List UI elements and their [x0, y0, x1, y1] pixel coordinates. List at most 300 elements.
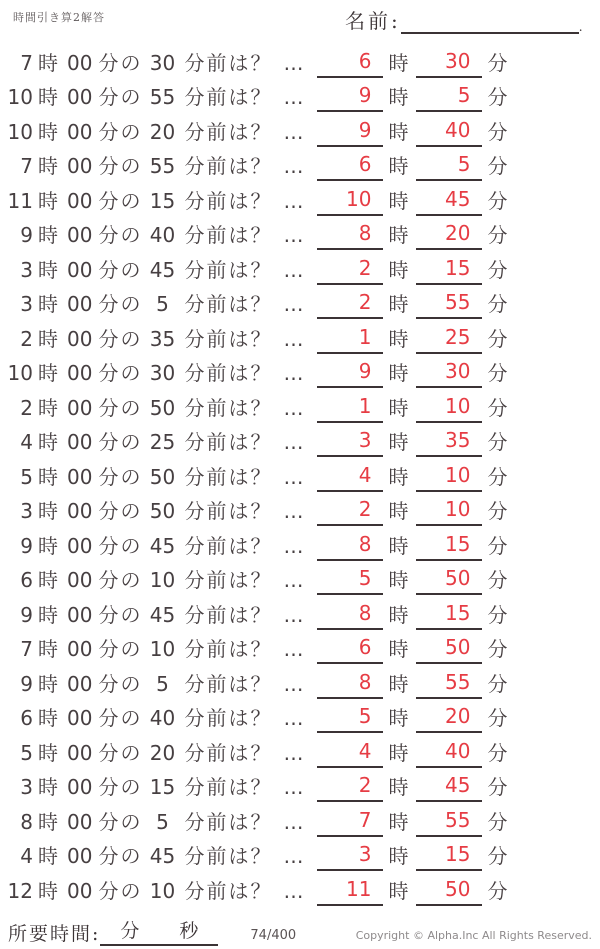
- answer-hour-blank: 4: [317, 464, 383, 492]
- minutes-of-label: 分の: [98, 499, 143, 523]
- question-minutes-zero: 00: [67, 878, 93, 903]
- minute-unit-label: 分: [487, 119, 508, 144]
- question-hour: 2: [20, 395, 33, 420]
- question-subtract-minutes: 45: [149, 844, 176, 868]
- hour-unit-label: 時: [38, 809, 58, 834]
- hour-unit-label: 時: [388, 50, 409, 75]
- answer-hour-blank: 5: [317, 567, 383, 595]
- answer-minutes-blank: 40: [416, 119, 482, 147]
- problem-row: [0, 388, 600, 423]
- answer-hour-blank: 10: [317, 188, 383, 216]
- hour-unit-label: 時: [388, 568, 409, 592]
- ellipsis: …: [283, 223, 304, 247]
- minutes-before-question-label: 分前は？: [184, 706, 273, 730]
- minutes-of-label: 分の: [98, 85, 143, 109]
- problem-row: [0, 319, 600, 354]
- ellipsis: …: [283, 499, 304, 523]
- question-hour: 8: [20, 809, 33, 834]
- answer-minutes-blank: 55: [416, 809, 482, 837]
- problem-row: [0, 43, 600, 78]
- minutes-before-question-label: 分前は？: [184, 119, 273, 144]
- answer-minutes-blank: 30: [416, 50, 482, 78]
- hour-unit-label: 時: [388, 809, 409, 834]
- question-subtract-minutes: 15: [149, 775, 176, 799]
- answer-hour-blank: 3: [317, 429, 383, 457]
- minute-unit-label: 分: [487, 464, 508, 489]
- question-subtract-minutes: 35: [149, 326, 176, 351]
- problem-row: [0, 630, 600, 665]
- hour-unit-label: 時: [388, 499, 409, 523]
- problem-row: [0, 733, 600, 768]
- minute-unit-label: 分: [487, 533, 508, 558]
- minute-unit-label: 分: [487, 154, 508, 178]
- minutes-of-label: 分の: [98, 326, 143, 351]
- hour-unit-label: 時: [388, 361, 409, 385]
- minute-unit-label: 分: [487, 706, 508, 730]
- ellipsis: …: [283, 844, 304, 868]
- minute-unit-label: 分: [487, 602, 508, 627]
- problem-row: [0, 78, 600, 113]
- answer-minutes-blank: 45: [416, 188, 482, 216]
- minutes-before-question-label: 分前は？: [184, 533, 273, 558]
- hour-unit-label: 時: [38, 775, 58, 799]
- minutes-of-label: 分の: [98, 50, 143, 75]
- problem-row: [0, 147, 600, 182]
- question-minutes-zero: 00: [67, 154, 93, 178]
- problem-row: [0, 699, 600, 734]
- question-minutes-zero: 00: [67, 637, 93, 661]
- answer-minutes-blank: 15: [416, 257, 482, 285]
- minutes-before-question-label: 分前は？: [184, 257, 273, 282]
- hour-unit-label: 時: [38, 602, 58, 627]
- hour-unit-label: 時: [38, 257, 58, 282]
- hour-unit-label: 時: [388, 430, 409, 454]
- problem-row: [0, 871, 600, 906]
- hour-unit-label: 時: [388, 706, 409, 730]
- minutes-unit-label: 分: [120, 920, 140, 942]
- question-minutes-zero: 00: [67, 568, 93, 592]
- ellipsis: …: [283, 568, 304, 592]
- minutes-before-question-label: 分前は？: [184, 464, 273, 489]
- minutes-of-label: 分の: [98, 568, 143, 592]
- answer-hour-blank: 8: [317, 602, 383, 630]
- minutes-of-label: 分の: [98, 119, 143, 144]
- minutes-of-label: 分の: [98, 602, 143, 627]
- minute-unit-label: 分: [487, 85, 508, 109]
- question-minutes-zero: 00: [67, 223, 93, 247]
- hour-unit-label: 時: [38, 154, 58, 178]
- question-hour: 10: [7, 361, 33, 385]
- question-hour: 10: [7, 85, 33, 109]
- question-hour: 9: [20, 223, 33, 247]
- question-subtract-minutes: 15: [149, 188, 176, 213]
- answer-hour-blank: 8: [317, 222, 383, 250]
- answer-minutes-blank: 35: [416, 429, 482, 457]
- question-hour: 9: [20, 671, 33, 696]
- elapsed-time-blank-line: [100, 916, 218, 946]
- minutes-of-label: 分の: [98, 706, 143, 730]
- minutes-of-label: 分の: [98, 257, 143, 282]
- answer-hour-blank: 1: [317, 395, 383, 423]
- minute-unit-label: 分: [487, 50, 508, 75]
- ellipsis: …: [283, 257, 304, 282]
- problem-row: [0, 595, 600, 630]
- answer-hour-blank: 3: [317, 843, 383, 871]
- answer-hour-blank: 7: [317, 809, 383, 837]
- answer-hour-blank: 5: [317, 705, 383, 733]
- seconds-unit-label: 秒: [179, 920, 199, 942]
- answer-hour-blank: 8: [317, 533, 383, 561]
- minutes-of-label: 分の: [98, 844, 143, 868]
- problem-row: [0, 250, 600, 285]
- question-minutes-zero: 00: [67, 85, 93, 109]
- hour-unit-label: 時: [38, 119, 58, 144]
- minutes-of-label: 分の: [98, 809, 143, 834]
- question-hour: 3: [20, 292, 33, 316]
- hour-unit-label: 時: [388, 637, 409, 661]
- minutes-before-question-label: 分前は？: [184, 499, 273, 523]
- question-minutes-zero: 00: [67, 671, 93, 696]
- minutes-before-question-label: 分前は？: [184, 809, 273, 834]
- minutes-before-question-label: 分前は？: [184, 568, 273, 592]
- answer-hour-blank: 9: [317, 360, 383, 388]
- name-label: 名前:: [345, 9, 401, 33]
- problem-row: [0, 526, 600, 561]
- question-subtract-minutes: 10: [149, 568, 176, 592]
- answer-hour-blank: 11: [317, 878, 383, 906]
- question-subtract-minutes: 50: [149, 499, 176, 523]
- question-subtract-minutes: 50: [149, 464, 176, 489]
- minute-unit-label: 分: [487, 188, 508, 213]
- minutes-of-label: 分の: [98, 395, 143, 420]
- ellipsis: …: [283, 395, 304, 420]
- hour-unit-label: 時: [388, 533, 409, 558]
- hour-unit-label: 時: [388, 464, 409, 489]
- hour-unit-label: 時: [38, 188, 58, 213]
- question-minutes-zero: 00: [67, 844, 93, 868]
- hour-unit-label: 時: [388, 775, 409, 799]
- answer-hour-blank: 9: [317, 119, 383, 147]
- question-minutes-zero: 00: [67, 292, 93, 316]
- hour-unit-label: 時: [388, 292, 409, 316]
- minutes-before-question-label: 分前は？: [184, 85, 273, 109]
- minutes-of-label: 分の: [98, 878, 143, 903]
- minutes-before-question-label: 分前は？: [184, 844, 273, 868]
- hour-unit-label: 時: [388, 602, 409, 627]
- question-hour: 7: [20, 154, 33, 178]
- answer-minutes-blank: 10: [416, 395, 482, 423]
- ellipsis: …: [283, 326, 304, 351]
- hour-unit-label: 時: [38, 292, 58, 316]
- ellipsis: …: [283, 50, 304, 75]
- ellipsis: …: [283, 533, 304, 558]
- ellipsis: …: [283, 154, 304, 178]
- minutes-before-question-label: 分前は？: [184, 50, 273, 75]
- question-minutes-zero: 00: [67, 602, 93, 627]
- problem-row: [0, 216, 600, 251]
- question-hour: 3: [20, 775, 33, 799]
- problem-row: [0, 285, 600, 320]
- problem-row: [0, 492, 600, 527]
- minute-unit-label: 分: [487, 671, 508, 696]
- minutes-before-question-label: 分前は？: [184, 671, 273, 696]
- answer-minutes-blank: 55: [416, 671, 482, 699]
- hour-unit-label: 時: [388, 395, 409, 420]
- question-minutes-zero: 00: [67, 499, 93, 523]
- hour-unit-label: 時: [38, 430, 58, 454]
- question-minutes-zero: 00: [67, 464, 93, 489]
- minutes-before-question-label: 分前は？: [184, 188, 273, 213]
- question-subtract-minutes: 40: [149, 223, 176, 247]
- hour-unit-label: 時: [38, 223, 58, 247]
- answer-minutes-blank: 20: [416, 222, 482, 250]
- hour-unit-label: 時: [38, 637, 58, 661]
- minutes-before-question-label: 分前は？: [184, 154, 273, 178]
- problem-row: [0, 354, 600, 389]
- hour-unit-label: 時: [38, 568, 58, 592]
- minute-unit-label: 分: [487, 568, 508, 592]
- minute-unit-label: 分: [487, 223, 508, 247]
- question-minutes-zero: 00: [67, 809, 93, 834]
- hour-unit-label: 時: [38, 878, 58, 903]
- answer-minutes-blank: 10: [416, 464, 482, 492]
- question-minutes-zero: 00: [67, 430, 93, 454]
- minute-unit-label: 分: [487, 637, 508, 661]
- minutes-before-question-label: 分前は？: [184, 292, 273, 316]
- question-minutes-zero: 00: [67, 326, 93, 351]
- minutes-before-question-label: 分前は？: [184, 637, 273, 661]
- answer-minutes-blank: 40: [416, 740, 482, 768]
- hour-unit-label: 時: [388, 119, 409, 144]
- minute-unit-label: 分: [487, 775, 508, 799]
- answer-minutes-blank: 20: [416, 705, 482, 733]
- problem-row: [0, 802, 600, 837]
- question-subtract-minutes: 20: [149, 740, 176, 765]
- hour-unit-label: 時: [388, 257, 409, 282]
- answer-minutes-blank: 50: [416, 567, 482, 595]
- minutes-of-label: 分の: [98, 292, 143, 316]
- minutes-of-label: 分の: [98, 188, 143, 213]
- question-subtract-minutes: 45: [149, 533, 176, 558]
- answer-minutes-blank: 50: [416, 878, 482, 906]
- ellipsis: …: [283, 119, 304, 144]
- answer-minutes-blank: 45: [416, 774, 482, 802]
- hour-unit-label: 時: [38, 844, 58, 868]
- minutes-before-question-label: 分前は？: [184, 361, 273, 385]
- minute-unit-label: 分: [487, 844, 508, 868]
- ellipsis: …: [283, 188, 304, 213]
- minutes-before-question-label: 分前は？: [184, 395, 273, 420]
- hour-unit-label: 時: [388, 740, 409, 765]
- answer-hour-blank: 4: [317, 740, 383, 768]
- question-subtract-minutes: 55: [149, 154, 176, 178]
- question-hour: 2: [20, 326, 33, 351]
- minutes-before-question-label: 分前は？: [184, 326, 273, 351]
- minutes-of-label: 分の: [98, 637, 143, 661]
- name-line-end-dot: .: [578, 20, 583, 34]
- question-hour: 7: [20, 50, 33, 75]
- minutes-of-label: 分の: [98, 775, 143, 799]
- ellipsis: …: [283, 706, 304, 730]
- ellipsis: …: [283, 775, 304, 799]
- hour-unit-label: 時: [38, 50, 58, 75]
- question-subtract-minutes: 30: [149, 361, 176, 385]
- question-hour: 9: [20, 533, 33, 558]
- ellipsis: …: [283, 292, 304, 316]
- answer-minutes-blank: 15: [416, 533, 482, 561]
- minutes-before-question-label: 分前は？: [184, 740, 273, 765]
- ellipsis: …: [283, 430, 304, 454]
- question-subtract-minutes: 30: [149, 50, 176, 75]
- question-minutes-zero: 00: [67, 257, 93, 282]
- answer-hour-blank: 1: [317, 326, 383, 354]
- question-subtract-minutes: 5: [156, 292, 169, 316]
- ellipsis: …: [283, 85, 304, 109]
- minute-unit-label: 分: [487, 499, 508, 523]
- question-subtract-minutes: 40: [149, 706, 176, 730]
- minute-unit-label: 分: [487, 395, 508, 420]
- problem-row: [0, 423, 600, 458]
- hour-unit-label: 時: [38, 395, 58, 420]
- hour-unit-label: 時: [38, 361, 58, 385]
- answer-hour-blank: 2: [317, 774, 383, 802]
- question-subtract-minutes: 5: [156, 671, 169, 696]
- question-hour: 3: [20, 499, 33, 523]
- problem-row: [0, 561, 600, 596]
- answer-hour-blank: 6: [317, 153, 383, 181]
- question-hour: 6: [20, 568, 33, 592]
- answer-hour-blank: 2: [317, 498, 383, 526]
- name-blank-line: [401, 8, 579, 34]
- problem-row: [0, 664, 600, 699]
- minute-unit-label: 分: [487, 809, 508, 834]
- question-subtract-minutes: 45: [149, 257, 176, 282]
- page-count: 74/400: [250, 928, 297, 943]
- minute-unit-label: 分: [487, 430, 508, 454]
- minutes-of-label: 分の: [98, 740, 143, 765]
- question-hour: 9: [20, 602, 33, 627]
- minutes-of-label: 分の: [98, 223, 143, 247]
- problem-row: [0, 112, 600, 147]
- answer-hour-blank: 6: [317, 636, 383, 664]
- hour-unit-label: 時: [38, 85, 58, 109]
- minutes-before-question-label: 分前は？: [184, 223, 273, 247]
- question-hour: 4: [20, 430, 33, 454]
- ellipsis: …: [283, 740, 304, 765]
- question-hour: 3: [20, 257, 33, 282]
- question-hour: 4: [20, 844, 33, 868]
- answer-minutes-blank: 5: [416, 84, 482, 112]
- question-hour: 11: [7, 188, 33, 213]
- answer-minutes-blank: 55: [416, 291, 482, 319]
- hour-unit-label: 時: [388, 188, 409, 213]
- ellipsis: …: [283, 637, 304, 661]
- ellipsis: …: [283, 361, 304, 385]
- minute-unit-label: 分: [487, 878, 508, 903]
- minutes-of-label: 分の: [98, 154, 143, 178]
- question-subtract-minutes: 10: [149, 637, 176, 661]
- answer-minutes-blank: 10: [416, 498, 482, 526]
- problem-row: [0, 181, 600, 216]
- question-subtract-minutes: 55: [149, 85, 176, 109]
- answer-minutes-blank: 5: [416, 153, 482, 181]
- question-hour: 7: [20, 637, 33, 661]
- problem-row: [0, 457, 600, 492]
- copyright-notice: Copyright © Alpha.Inc All Rights Reserved.: [355, 929, 592, 942]
- question-hour: 12: [7, 878, 33, 903]
- question-hour: 5: [20, 740, 33, 765]
- ellipsis: …: [283, 671, 304, 696]
- answer-minutes-blank: 15: [416, 602, 482, 630]
- minute-unit-label: 分: [487, 326, 508, 351]
- question-subtract-minutes: 10: [149, 878, 176, 903]
- minute-unit-label: 分: [487, 292, 508, 316]
- answer-hour-blank: 6: [317, 50, 383, 78]
- hour-unit-label: 時: [38, 740, 58, 765]
- answer-hour-blank: 8: [317, 671, 383, 699]
- question-minutes-zero: 00: [67, 50, 93, 75]
- hour-unit-label: 時: [388, 844, 409, 868]
- minutes-of-label: 分の: [98, 361, 143, 385]
- worksheet-title: 時間引き算2解答: [13, 11, 105, 24]
- minutes-of-label: 分の: [98, 533, 143, 558]
- question-minutes-zero: 00: [67, 706, 93, 730]
- question-minutes-zero: 00: [67, 361, 93, 385]
- ellipsis: …: [283, 878, 304, 903]
- question-minutes-zero: 00: [67, 740, 93, 765]
- hour-unit-label: 時: [38, 533, 58, 558]
- minutes-before-question-label: 分前は？: [184, 430, 273, 454]
- hour-unit-label: 時: [388, 326, 409, 351]
- problem-row: [0, 768, 600, 803]
- minutes-of-label: 分の: [98, 671, 143, 696]
- question-hour: 5: [20, 464, 33, 489]
- ellipsis: …: [283, 809, 304, 834]
- question-subtract-minutes: 25: [149, 430, 176, 454]
- minutes-before-question-label: 分前は？: [184, 775, 273, 799]
- question-minutes-zero: 00: [67, 188, 93, 213]
- minute-unit-label: 分: [487, 257, 508, 282]
- answer-minutes-blank: 25: [416, 326, 482, 354]
- hour-unit-label: 時: [38, 464, 58, 489]
- hour-unit-label: 時: [388, 878, 409, 903]
- hour-unit-label: 時: [38, 706, 58, 730]
- question-minutes-zero: 00: [67, 533, 93, 558]
- hour-unit-label: 時: [38, 499, 58, 523]
- minutes-of-label: 分の: [98, 430, 143, 454]
- question-subtract-minutes: 50: [149, 395, 176, 420]
- answer-hour-blank: 2: [317, 291, 383, 319]
- hour-unit-label: 時: [388, 85, 409, 109]
- minutes-before-question-label: 分前は？: [184, 602, 273, 627]
- question-minutes-zero: 00: [67, 119, 93, 144]
- answer-minutes-blank: 50: [416, 636, 482, 664]
- minutes-before-question-label: 分前は？: [184, 878, 273, 903]
- hour-unit-label: 時: [388, 671, 409, 696]
- hour-unit-label: 時: [388, 223, 409, 247]
- answer-minutes-blank: 30: [416, 360, 482, 388]
- question-subtract-minutes: 20: [149, 119, 176, 144]
- answer-minutes-blank: 15: [416, 843, 482, 871]
- ellipsis: …: [283, 464, 304, 489]
- footer: [8, 916, 592, 946]
- hour-unit-label: 時: [38, 326, 58, 351]
- hour-unit-label: 時: [38, 671, 58, 696]
- problems-list: [0, 43, 600, 906]
- name-field: [345, 5, 583, 34]
- minute-unit-label: 分: [487, 361, 508, 385]
- question-subtract-minutes: 5: [156, 809, 169, 834]
